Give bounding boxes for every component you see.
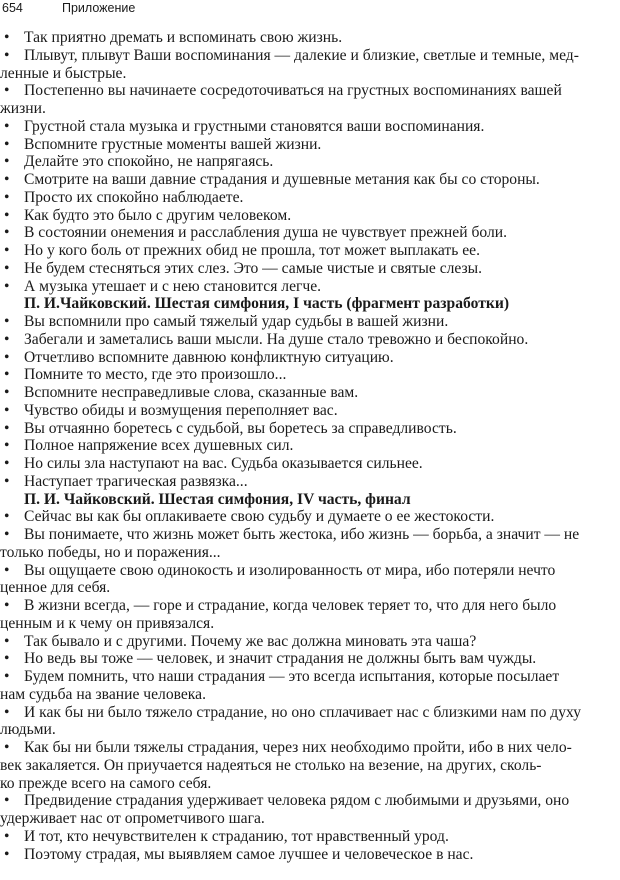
bullet-item [0, 331, 610, 349]
bullet-text-line: Но ведь вы тоже — человек, и значит страдания не должны быть вам чужды. [24, 650, 537, 668]
section-heading: П. И. Чайковский. Шестая симфония, IV часть, финал [24, 490, 411, 508]
bullet-marker: • [4, 242, 10, 259]
bullet-text-line: жизни. [0, 100, 46, 117]
bullet-marker: • [4, 206, 10, 224]
bullet-marker: • [4, 632, 10, 650]
section-1-list [0, 29, 610, 295]
bullet-text-line: Постепенно вы начинаете сосредоточиваться на грустных воспоминаниях вашей [24, 82, 562, 100]
bullet-marker: • [4, 419, 10, 437]
bullet-item [0, 171, 610, 189]
bullet-item [0, 562, 610, 598]
bullet-marker: • [4, 437, 10, 455]
bullet-item [0, 189, 610, 207]
bullet-marker: • [4, 313, 10, 330]
bullet-marker: • [4, 29, 10, 46]
bullet-marker: • [4, 366, 10, 384]
bullet-text-line: Забегали и заметались ваши мысли. На душе стало тревожно и беспокойно. [24, 330, 529, 348]
bullet-marker: • [4, 668, 10, 685]
bullet-text-line: Вы отчаянно боретесь с судьбой, вы боретесь за справедливость. [24, 419, 457, 437]
bullet-item [0, 242, 610, 260]
bullet-marker: • [4, 703, 10, 721]
bullet-item [0, 508, 610, 526]
bullet-text-line: Вы понимаете, что жизнь может быть жестока, ибо жизнь — борьба, а значит — не [24, 526, 580, 543]
bullet-text-line: удерживает нас от опрометчивого шага. [0, 810, 265, 827]
page-number: 654 [2, 1, 23, 15]
bullet-item [0, 29, 610, 47]
bullet-marker: • [4, 597, 10, 614]
bullet-item [0, 704, 610, 740]
bullet-item [0, 207, 610, 225]
bullet-text-line: Вы ощущаете свою одинокость и изолированность от мира, ибо потеряли нечто [24, 561, 556, 579]
bullet-item [0, 136, 610, 154]
bullet-marker: • [4, 153, 10, 171]
bullet-text-line: В состоянии онемения и расслабления душа не чувствует прежней боли. [24, 224, 507, 242]
running-title: Приложение [62, 1, 136, 15]
bullet-text-line: Но силы зла наступают на вас. Судьба оказывается сильнее. [24, 455, 423, 472]
bullet-text-line: Грустной стала музыка и грустными становятся ваши воспоминания. [24, 117, 485, 135]
bullet-text-line: нам судьба на звание человека. [0, 685, 206, 703]
bullet-text-line: Поэтому страдая, мы выявляем самое лучшее и человеческое в нас. [24, 845, 474, 863]
bullet-marker: • [4, 739, 10, 756]
bullet-text-line: Просто их спокойно наблюдаете. [24, 188, 244, 206]
bullet-text-line: ленные и быстрые. [0, 64, 127, 82]
section-2-list [0, 313, 610, 491]
bullet-item [0, 118, 610, 136]
bullet-text-line: Сейчас вы как бы оплакиваете свою судьбу и думаете о ее жестокости. [24, 508, 495, 526]
bullet-text-line: Отчетливо вспомните давнюю конфликтную ситуацию. [24, 348, 394, 366]
bullet-item [0, 473, 610, 491]
bullet-text-line: ко прежде всего на самого себя. [0, 774, 212, 792]
bullet-item [0, 633, 610, 651]
bullet-text-line: В жизни всегда, — горе и страдание, когда человек теряет то, что для него было [24, 597, 557, 614]
bullet-marker: • [4, 526, 10, 543]
bullet-text-line: А музыка утешает и с нею становится легче. [24, 277, 322, 295]
bullet-item [0, 420, 610, 438]
bullet-item [0, 526, 610, 562]
bullet-text-line: Но у кого боль от прежних обид не прошла, тот может выплакать ее. [24, 242, 481, 259]
bullet-text-line: Вы вспомнили про самый тяжелый удар судьбы в вашей жизни. [24, 313, 449, 330]
bullet-item [0, 739, 610, 792]
bullet-marker: • [4, 845, 10, 863]
page-body [0, 29, 610, 863]
bullet-text-line: И тот, кто нечувствителен к страданию, тот нравственный урод. [24, 827, 449, 845]
bullet-marker: • [4, 330, 10, 348]
bullet-marker: • [4, 277, 10, 295]
bullet-text-line: Как будто это было с другим человеком. [24, 206, 292, 224]
bullet-item [0, 650, 610, 668]
bullet-item [0, 846, 610, 864]
bullet-marker: • [4, 650, 10, 668]
bullet-item [0, 82, 610, 118]
bullet-item [0, 153, 610, 171]
bullet-item [0, 402, 610, 420]
bullet-text-line: Помните то место, где это произошло... [24, 366, 287, 384]
bullet-item [0, 278, 610, 296]
bullet-marker: • [4, 401, 10, 419]
bullet-text-line: ценное для себя. [0, 579, 111, 597]
bullet-marker: • [4, 384, 10, 401]
section-3-list [0, 508, 610, 863]
bullet-item [0, 668, 610, 704]
bullet-text-line: Как бы ни были тяжелы страдания, через них необходимо пройти, ибо в них чело- [24, 739, 572, 756]
bullet-text-line: век закаляется. Он приучается надеяться не столько на везение, на других, сколь- [0, 756, 542, 774]
bullet-item [0, 366, 610, 384]
bullet-item [0, 47, 610, 83]
section-heading: П. И.Чайковский. Шестая симфония, I часть (фрагмент разработки) [24, 295, 510, 313]
bullet-text-line: Не будем стесняться этих слез. Это — самые чистые и святые слезы. [24, 259, 483, 277]
bullet-marker: • [4, 188, 10, 206]
bullet-item [0, 224, 610, 242]
bullet-text-line: Так приятно дремать и вспоминать свою жизнь. [24, 29, 343, 46]
bullet-text-line: людьми. [0, 721, 56, 739]
bullet-marker: • [4, 82, 10, 100]
bullet-text-line: Вспомните несправедливые слова, сказанные вам. [24, 384, 359, 401]
bullet-text-line: ценным и к чему он привязался. [0, 614, 215, 632]
bullet-marker: • [4, 472, 10, 490]
bullet-marker: • [4, 135, 10, 153]
bullet-item [0, 828, 610, 846]
bullet-marker: • [4, 827, 10, 845]
bullet-item [0, 437, 610, 455]
bullet-marker: • [4, 792, 10, 810]
bullet-text-line: Плывут, плывут Ваши воспоминания — далекие и близкие, светлые и темные, мед- [24, 46, 579, 64]
bullet-marker: • [4, 224, 10, 242]
bullet-text-line: только победы, но и поражения... [0, 543, 221, 561]
bullet-marker: • [4, 508, 10, 526]
bullet-marker: • [4, 171, 10, 188]
bullet-item [0, 597, 610, 633]
page-header [0, 0, 620, 16]
bullet-marker: • [4, 259, 10, 277]
bullet-text-line: Предвидение страдания удерживает человека рядом с любимыми и друзьями, оно [24, 792, 570, 810]
bullet-text-line: Будем помнить, что наши страдания — это всегда испытания, которые посылает [24, 668, 560, 685]
bullet-text-line: Полное напряжение всех душевных сил. [24, 437, 294, 455]
bullet-text-line: И как бы ни было тяжело страдание, но оно сплачивает нас с близкими нам по духу [24, 703, 582, 721]
bullet-item [0, 313, 610, 331]
bullet-text-line: Так бывало и с другими. Почему же вас должна миновать эта чаша? [24, 632, 477, 650]
bullet-marker: • [4, 561, 10, 579]
bullet-text-line: Вспомните грустные моменты вашей жизни. [24, 135, 322, 153]
bullet-item [0, 384, 610, 402]
bullet-marker: • [4, 348, 10, 366]
bullet-text-line: Чувство обиды и возмущения переполняет вас. [24, 401, 338, 419]
bullet-marker: • [4, 117, 10, 135]
bullet-marker: • [4, 46, 10, 64]
bullet-item [0, 455, 610, 473]
bullet-item [0, 349, 610, 367]
bullet-item [0, 260, 610, 278]
bullet-text-line: Наступает трагическая развязка... [24, 472, 248, 490]
bullet-text-line: Делайте это спокойно, не напрягаясь. [24, 153, 274, 171]
bullet-marker: • [4, 455, 10, 472]
bullet-text-line: Смотрите на ваши давние страдания и душевные метания как бы со стороны. [24, 171, 540, 188]
bullet-item [0, 792, 610, 828]
